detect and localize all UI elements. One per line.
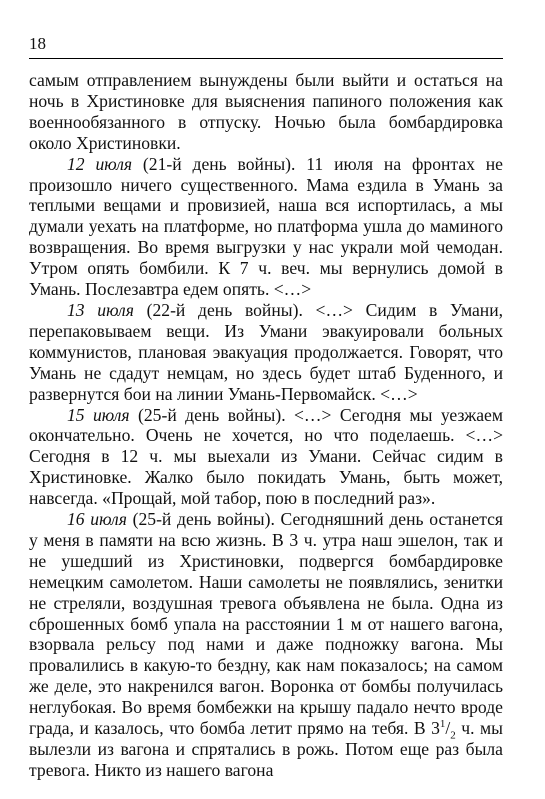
fraction-denominator: 2: [450, 729, 456, 742]
entry-date: 16 июля: [67, 509, 127, 530]
paragraph-continuation: [29, 70, 503, 154]
paragraph-text: самым отправлением вынуждены были выйти и остаться на ночь в Христиновке для выяснения папиного положения как военнообязанного в отпуску. Ночью была бомбардировка около Христиновки.: [29, 70, 503, 153]
book-page: [29, 0, 503, 799]
entry-text: (21-й день войны). 11 июля на фронтах не произошло ничего существенного. Мама ездила в Умань за теплыми вещами и провизией, наша вся испортилась, а мы думали уехать на платформе, но платформа ушла до маминого возвращения. Во время выгрузки у нас украли мой чемодан. Утром опять бомбили. К 7 ч. веч. мы вернулись домой в Умань. Послезавтра едем опять. <…>: [29, 153, 503, 300]
entry-date: 13 июля: [67, 299, 134, 320]
entry-text: (25-й день войны). <…> Сегодня мы уезжаем окончательно. Очень не хочется, но что поделаешь. <…> Сегодня в 12 ч. мы выехали из Умани. Сейчас сидим в Христиновке. Жалко было покидать Умань, быть может, навсегда. «Прощай, мой табор, пою в последний раз».: [29, 404, 503, 509]
entry-text-after: ч. мы вылезли из вагона и спрятались в рожь. Потом еще раз была тревога. Никто из нашего вагона: [29, 718, 503, 780]
entry-date: 12 июля: [67, 153, 133, 174]
page-number: 18: [29, 34, 46, 53]
diary-entry-july-15: [29, 405, 503, 510]
diary-entry-july-16: 16 июля (25-й день войны). Сегодняшний день останется у меня в памяти на всю жизнь. В 3 ч. утра наш эшелон, так и не ушедший из Христиновки, подвергся бомбардировке немецким самолетом. Наши самолеты не появлялись, зенитки не стреляли, воздушная тревога объявлена не была. Одна из сброшенных бомб упала на расстоянии 1 м от нашего вагона, взорвала рельсу под нами и даже подножку вагона. Мы провалились в какую-то бездну, как нам показалось; на самом же деле, это накренился вагон. Воронка от бомбы получилась неглубокая. Во время бомбежки на крышу падало нечто вроде града, и казалось, что бомба летит прямо на тебя. В $3^1/_2$ ч. мы вылезли из вагона и спрятались в рожь. Потом еще раз была тревога. Никто из нашего вагона: [29, 509, 504, 780]
fraction-numerator: 1: [439, 718, 446, 731]
diary-entry-july-12: [29, 154, 503, 300]
diary-entry-july-13: [29, 300, 503, 405]
entry-date: 15 июля: [67, 404, 130, 425]
header-rule: [29, 58, 503, 59]
entry-text: (22-й день войны). <…> Сидим в Умани, перепаковываем вещи. Из Умани эвакуировали больных коммунистов, плановая эвакуация продолжается. Говорят, что Умань не сдадут немцам, но здесь будет штаб Буденного, и развернутся бои на линии Умань-Первомайск. <…>: [29, 299, 504, 404]
body-text: [29, 70, 503, 781]
entry-text: (25-й день войны). Сегодняшний день останется у меня в памяти на всю жизнь. В 3 ч. утра наш эшелон, так и не ушедший из Христиновки, подвергся бомбардировке немецким самолетом. Наши самолеты не появлялись, зенитки не стреляли, воздушная тревога объявлена не была. Одна из сброшенных бомб упала на расстоянии 1 м от нашего вагона, взорвала рельсу под нами и даже подножку вагона. Мы провалились в какую-то бездну, как нам показалось; на самом же деле, это накренился вагон. Воронка от бомбы получилась неглубокая. Во время бомбежки на крышу падало нечто вроде града, и казалось, что бомба летит прямо на тебя. В 3: [29, 509, 504, 739]
